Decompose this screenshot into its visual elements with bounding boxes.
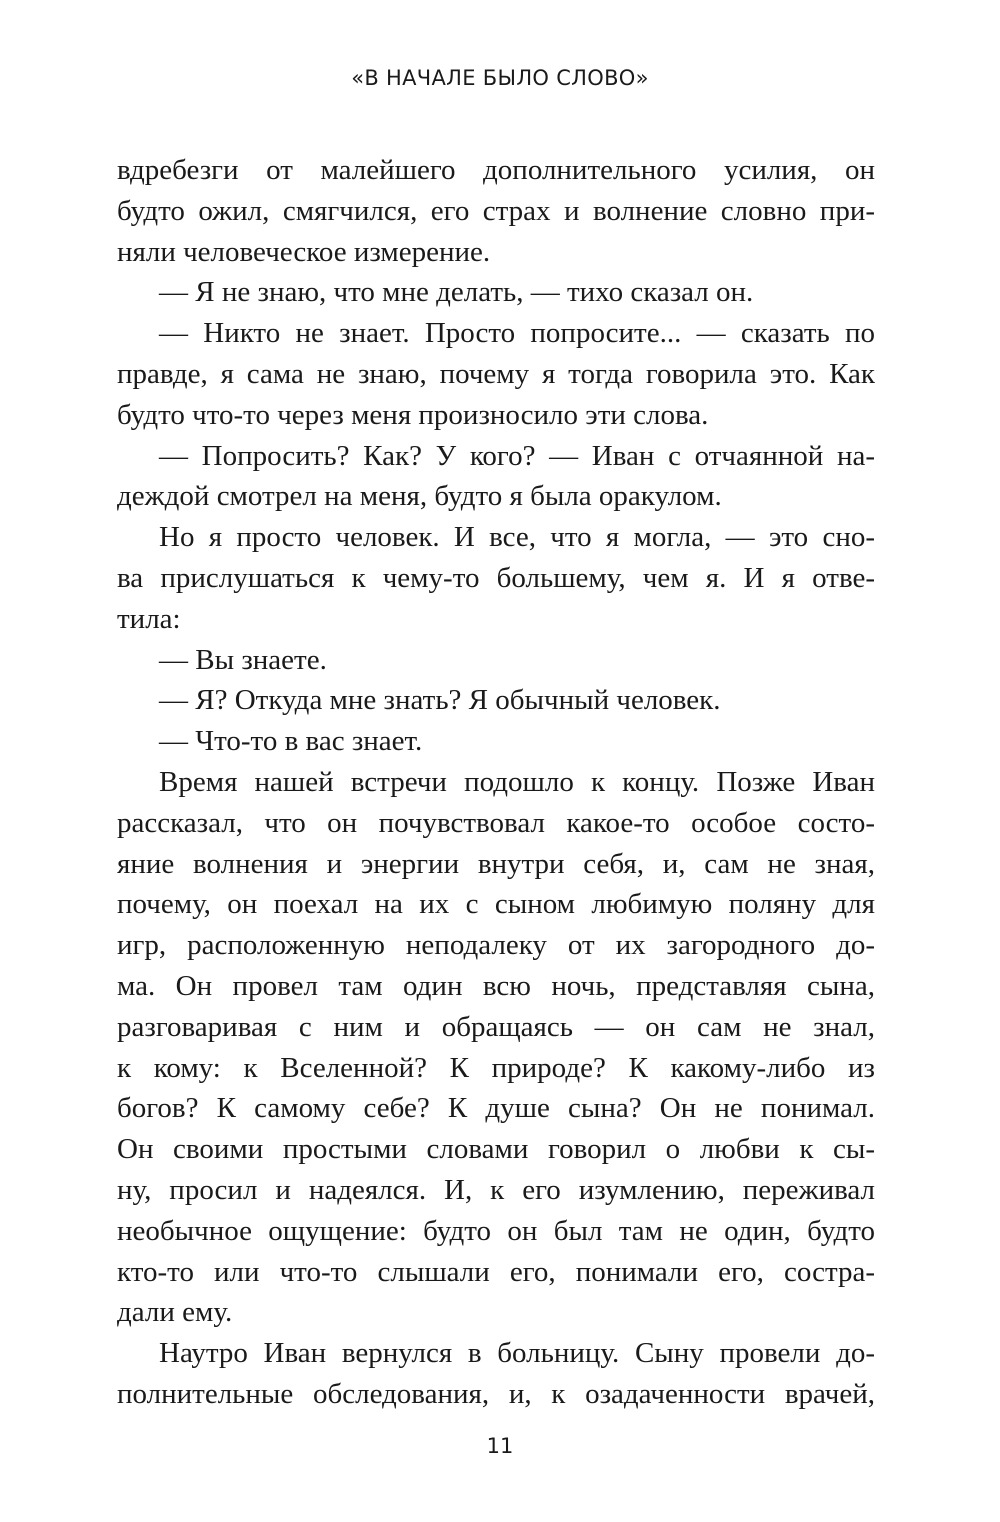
- text-line: — Я не знаю, что мне делать, — тихо сказал он.: [159, 276, 754, 309]
- text-line: няли человеческое измерение.: [117, 235, 491, 268]
- text-line: — Никто не знает. Просто попросите... — сказать по: [159, 317, 875, 350]
- text-line: дали ему.: [117, 1296, 233, 1329]
- text-line: ва прислушаться к чему-то большему, чем я. И я отве-: [117, 561, 875, 594]
- text-line: Но я просто человек. И все, что я могла, — это сно-: [159, 521, 875, 554]
- text-line: Он своими простыми словами говорил о любви к сы-: [117, 1133, 875, 1166]
- text-line: яние волнения и энергии внутри себя, и, сам не зная,: [117, 847, 875, 880]
- text-line: почему, он поехал на их с сыном любимую поляну для: [117, 888, 875, 921]
- text-line: необычное ощущение: будто он был там не один, будто: [117, 1214, 875, 1247]
- text-line: — Вы знаете.: [159, 643, 327, 676]
- text-line: тила:: [117, 602, 181, 635]
- text-line: ну, просил и надеялся. И, к его изумлению, переживал: [117, 1173, 875, 1206]
- text-line: ма. Он провел там один всю ночь, представляя сына,: [117, 969, 875, 1002]
- page-number: 11: [486, 1434, 514, 1458]
- body-text: [117, 150, 875, 1415]
- running-head-title: «В НАЧАЛЕ БЫЛО СЛОВО»: [351, 66, 649, 90]
- text-line: — Что-то в вас знает.: [159, 725, 423, 758]
- text-line: вдребезги от малейшего дополнительного усилия, он: [117, 154, 875, 186]
- text-line: будто ожил, смягчился, его страх и волнение словно при-: [117, 194, 875, 227]
- text-line: — Попросить? Как? У кого? — Иван с отчаянной на-: [159, 439, 875, 472]
- text-line: — Я? Откуда мне знать? Я обычный человек.: [159, 684, 721, 717]
- text-line: Время нашей встречи подошло к концу. Позже Иван: [159, 765, 875, 798]
- text-line: богов? К самому себе? К душе сына? Он не понимал.: [117, 1092, 875, 1125]
- text-line: Наутро Иван вернулся в больницу. Сыну провели до-: [159, 1337, 875, 1370]
- text-line: будто что-то через меня произносило эти слова.: [117, 398, 709, 431]
- text-line: к кому: к Вселенной? К природе? К какому-либо из: [117, 1051, 875, 1084]
- text-line: рассказал, что он почувствовал какое-то особое состо-: [117, 806, 875, 839]
- text-line: полнительные обследования, и, к озадаченности врачей,: [117, 1377, 875, 1410]
- text-line: правде, я сама не знаю, почему я тогда говорила это. Как: [117, 357, 875, 390]
- text-line: игр, расположенную неподалеку от их загородного до-: [117, 929, 875, 962]
- text-line: разговаривая с ним и обращаясь — он сам не знал,: [117, 1010, 875, 1043]
- text-line: деждой смотрел на меня, будто я была оракулом.: [117, 480, 722, 513]
- text-line: кто-то или что-то слышали его, понимали его, состра-: [117, 1255, 875, 1288]
